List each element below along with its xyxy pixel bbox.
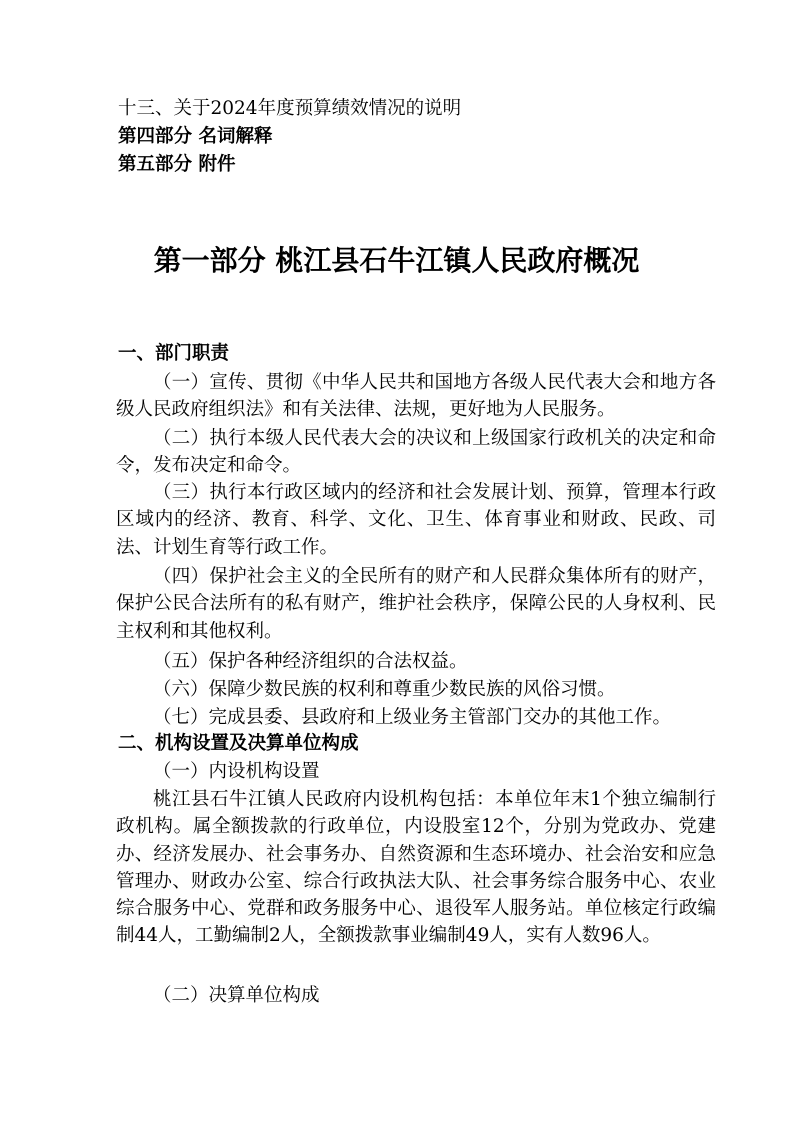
- duty-item-7: （七）完成县委、县政府和上级业务主管部门交办的其他工作。: [153, 707, 672, 728]
- duties-heading: 一、部门职责: [118, 343, 230, 364]
- structure-sub2: （二）决算单位构成: [153, 985, 320, 1006]
- duty-item-5: （五）保护各种经济组织的合法权益。: [153, 651, 468, 672]
- section-title: 第一部分 桃江县石牛江镇人民政府概况: [153, 244, 640, 277]
- toc-part-4: 第四部分 名词解释: [118, 126, 273, 147]
- duty-item-2: （二）执行本级人民代表大会的决议和上级国家行政机关的决定和命令，发布决定和命令。: [116, 428, 716, 477]
- structure-heading: 二、机构设置及决算单位构成: [118, 733, 359, 754]
- structure-sub1-body: 桃江县石牛江镇人民政府内设机构包括：本单位年末1个独立编制行政机构。属全额拨款的行政单位，内设股室12个，分别为党政办、党建办、经济发展办、社会事务办、自然资源和生态环境办、社会治安和应急管理办、财政办公室、综合行政执法大队、社会事务综合服务中心、农业综合服务中心、党群和政务服务中心、退役军人服务站。单位核定行政编制44人，工勤编制2人，全额拨款事业编制49人，实有人数96人。: [116, 789, 716, 947]
- toc-item-13: 十三、关于2024年度预算绩效情况的说明: [118, 98, 462, 119]
- duty-item-4: （四）保护社会主义的全民所有的财产和人民群众集体所有的财产，保护公民合法所有的私有财产，维护社会秩序，保障公民的人身权利、民主权利和其他权利。: [116, 566, 716, 642]
- duty-item-3: （三）执行本行政区域内的经济和社会发展计划、预算，管理本行政区域内的经济、教育、科学、文化、卫生、体育事业和财政、民政、司法、计划生育等行政工作。: [116, 482, 716, 558]
- duty-item-6: （六）保障少数民族的权利和尊重少数民族的风俗习惯。: [153, 679, 616, 700]
- duty-item-1: （一）宣传、贯彻《中华人民共和国地方各级人民代表大会和地方各级人民政府组织法》和有关法律、法规，更好地为人民服务。: [116, 372, 716, 421]
- toc-part-5: 第五部分 附件: [118, 154, 236, 175]
- structure-sub1: （一）内设机构设置: [153, 761, 320, 782]
